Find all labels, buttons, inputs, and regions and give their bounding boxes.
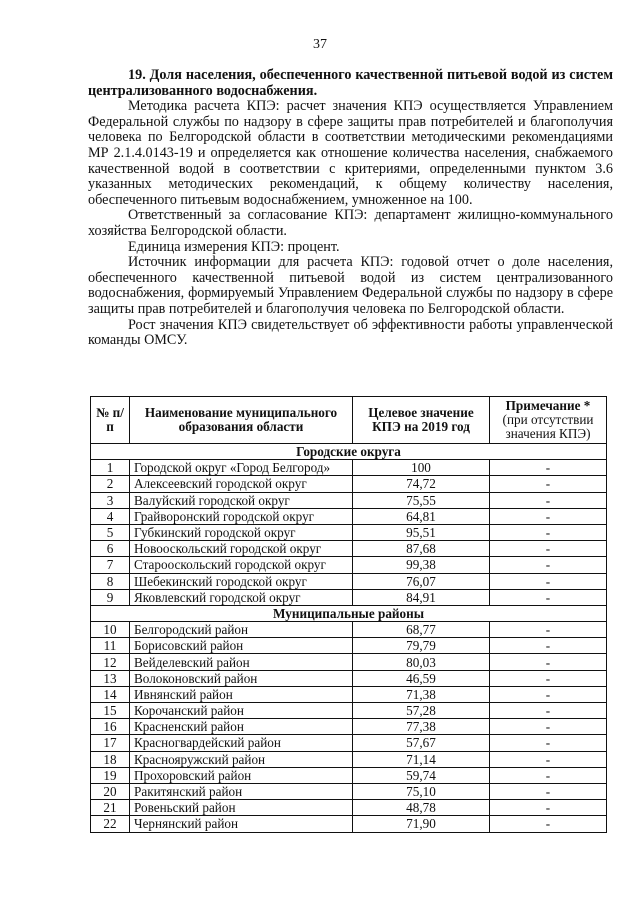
municipality-name: Ракитянский район bbox=[130, 783, 353, 799]
table-row bbox=[91, 508, 607, 524]
note-value: - bbox=[490, 460, 607, 476]
row-number: 6 bbox=[91, 541, 130, 557]
note-value: - bbox=[490, 670, 607, 686]
row-number: 2 bbox=[91, 476, 130, 492]
note-value: - bbox=[490, 654, 607, 670]
group-title: Муниципальные районы bbox=[91, 605, 607, 621]
row-number: 21 bbox=[91, 800, 130, 816]
target-value: 75,55 bbox=[353, 492, 490, 508]
target-value: 99,38 bbox=[353, 557, 490, 573]
row-number: 14 bbox=[91, 686, 130, 702]
note-value: - bbox=[490, 476, 607, 492]
note-value: - bbox=[490, 557, 607, 573]
target-value: 48,78 bbox=[353, 800, 490, 816]
table-row bbox=[91, 622, 607, 638]
row-number: 15 bbox=[91, 703, 130, 719]
row-number: 9 bbox=[91, 589, 130, 605]
table-row bbox=[91, 476, 607, 492]
header-note-subtitle: (при отсутствии значения КПЭ) bbox=[502, 412, 594, 441]
table-row bbox=[91, 589, 607, 605]
municipality-name: Белгородский район bbox=[130, 622, 353, 638]
row-number: 19 bbox=[91, 767, 130, 783]
target-value: 57,28 bbox=[353, 703, 490, 719]
note-value: - bbox=[490, 719, 607, 735]
municipality-name: Красненский район bbox=[130, 719, 353, 735]
municipality-name: Губкинский городской округ bbox=[130, 524, 353, 540]
note-value: - bbox=[490, 589, 607, 605]
row-number: 17 bbox=[91, 735, 130, 751]
table-row bbox=[91, 783, 607, 799]
table-row bbox=[91, 573, 607, 589]
table-group-row bbox=[91, 444, 607, 460]
table-row bbox=[91, 492, 607, 508]
target-value: 64,81 bbox=[353, 508, 490, 524]
note-value: - bbox=[490, 508, 607, 524]
table-row bbox=[91, 460, 607, 476]
page-number: 37 bbox=[313, 37, 327, 52]
table-header-row bbox=[91, 397, 607, 444]
header-name: Наименование муниципального образования области bbox=[130, 397, 353, 444]
row-number: 11 bbox=[91, 638, 130, 654]
group-title: Городские округа bbox=[91, 444, 607, 460]
note-value: - bbox=[490, 703, 607, 719]
row-number: 10 bbox=[91, 622, 130, 638]
target-value: 71,90 bbox=[353, 816, 490, 832]
table-row bbox=[91, 524, 607, 540]
municipality-name: Вейделевский район bbox=[130, 654, 353, 670]
table-row bbox=[91, 686, 607, 702]
note-value: - bbox=[490, 686, 607, 702]
municipality-name: Чернянский район bbox=[130, 816, 353, 832]
note-value: - bbox=[490, 541, 607, 557]
table-row bbox=[91, 557, 607, 573]
row-number: 13 bbox=[91, 670, 130, 686]
target-value: 75,10 bbox=[353, 783, 490, 799]
methodology-paragraph: Методика расчета КПЭ: расчет значения КПЭ осуществляется Управлением Федеральной службы по надзору в сфере защиты прав потребителей и благополучия человека по Белгородской области в соответствии методическими рекомендациями МР 2.1.4.0143-19 и определяется как отношение количества населения, снабжаемого качественной водой в соответствии с критериями, определенными пунктом 3.6 указанных методических рекомендаций, к общему количеству населения, обеспеченного питьевым водоснабжением, умноженное на 100. bbox=[88, 98, 613, 208]
target-value: 68,77 bbox=[353, 622, 490, 638]
note-value: - bbox=[490, 492, 607, 508]
table-row bbox=[91, 541, 607, 557]
municipality-name: Краснояружский район bbox=[130, 751, 353, 767]
target-value: 71,14 bbox=[353, 751, 490, 767]
growth-paragraph: Рост значения КПЭ свидетельствует об эффективности работы управленческой команды ОМСУ. bbox=[88, 316, 613, 349]
table-group-row bbox=[91, 605, 607, 621]
target-value: 74,72 bbox=[353, 476, 490, 492]
table-row bbox=[91, 800, 607, 816]
row-number: 8 bbox=[91, 573, 130, 589]
table-row bbox=[91, 638, 607, 654]
note-value: - bbox=[490, 783, 607, 799]
municipality-name: Красногвардейский район bbox=[130, 735, 353, 751]
row-number: 18 bbox=[91, 751, 130, 767]
row-number: 1 bbox=[91, 460, 130, 476]
target-value: 59,74 bbox=[353, 767, 490, 783]
municipality-name: Городской округ «Город Белгород» bbox=[130, 460, 353, 476]
row-number: 20 bbox=[91, 783, 130, 799]
section-text bbox=[88, 68, 613, 349]
note-value: - bbox=[490, 638, 607, 654]
table-body bbox=[91, 444, 607, 833]
table-row bbox=[91, 670, 607, 686]
target-value: 77,38 bbox=[353, 719, 490, 735]
source-paragraph: Источник информации для расчета КПЭ: годовой отчет о доле населения, обеспеченного качественной питьевой водой из систем централизованного водоснабжения, формируемый Управлением Федеральной службы по надзору в сфере защиты прав потребителей и благополучия человека по Белгородской области. bbox=[88, 254, 613, 317]
note-value: - bbox=[490, 751, 607, 767]
header-note-title: Примечание * bbox=[505, 398, 591, 413]
table-row bbox=[91, 735, 607, 751]
responsible-paragraph: Ответственный за согласование КПЭ: департамент жилищно-коммунального хозяйства Белгородской области. bbox=[88, 207, 613, 239]
row-number: 22 bbox=[91, 816, 130, 832]
target-value: 84,91 bbox=[353, 589, 490, 605]
note-value: - bbox=[490, 524, 607, 540]
municipality-name: Прохоровский район bbox=[130, 767, 353, 783]
note-value: - bbox=[490, 767, 607, 783]
table-row bbox=[91, 719, 607, 735]
table-row bbox=[91, 816, 607, 832]
municipality-name: Старооскольский городской округ bbox=[130, 557, 353, 573]
target-value: 87,68 bbox=[353, 541, 490, 557]
municipality-name: Волоконовский район bbox=[130, 670, 353, 686]
table-row bbox=[91, 751, 607, 767]
target-value: 71,38 bbox=[353, 686, 490, 702]
note-value: - bbox=[490, 573, 607, 589]
kpe-table bbox=[90, 396, 607, 833]
target-value: 76,07 bbox=[353, 573, 490, 589]
municipality-name: Борисовский район bbox=[130, 638, 353, 654]
table-row bbox=[91, 703, 607, 719]
row-number: 4 bbox=[91, 508, 130, 524]
header-note bbox=[490, 397, 607, 444]
municipality-name: Ровеньский район bbox=[130, 800, 353, 816]
row-number: 12 bbox=[91, 654, 130, 670]
note-value: - bbox=[490, 735, 607, 751]
target-value: 79,79 bbox=[353, 638, 490, 654]
row-number: 7 bbox=[91, 557, 130, 573]
municipality-name: Корочанский район bbox=[130, 703, 353, 719]
row-number: 3 bbox=[91, 492, 130, 508]
municipality-name: Грайворонский городской округ bbox=[130, 508, 353, 524]
municipality-name: Алексеевский городской округ bbox=[130, 476, 353, 492]
unit-paragraph: Единица измерения КПЭ: процент. bbox=[128, 238, 340, 255]
target-value: 100 bbox=[353, 460, 490, 476]
row-number: 16 bbox=[91, 719, 130, 735]
municipality-name: Новооскольский городской округ bbox=[130, 541, 353, 557]
municipality-name: Валуйский городской округ bbox=[130, 492, 353, 508]
municipality-name: Шебекинский городской округ bbox=[130, 573, 353, 589]
section-heading: 19. Доля населения, обеспеченного качественной питьевой водой из систем централизованного водоснабжения. bbox=[88, 67, 613, 99]
table-row bbox=[91, 767, 607, 783]
target-value: 80,03 bbox=[353, 654, 490, 670]
target-value: 46,59 bbox=[353, 670, 490, 686]
note-value: - bbox=[490, 800, 607, 816]
row-number: 5 bbox=[91, 524, 130, 540]
header-num: № п/п bbox=[91, 397, 130, 444]
header-target: Целевое значение КПЭ на 2019 год bbox=[353, 397, 490, 444]
target-value: 95,51 bbox=[353, 524, 490, 540]
target-value: 57,67 bbox=[353, 735, 490, 751]
municipality-name: Яковлевский городской округ bbox=[130, 589, 353, 605]
note-value: - bbox=[490, 816, 607, 832]
table-row bbox=[91, 654, 607, 670]
municipality-name: Ивнянский район bbox=[130, 686, 353, 702]
note-value: - bbox=[490, 622, 607, 638]
